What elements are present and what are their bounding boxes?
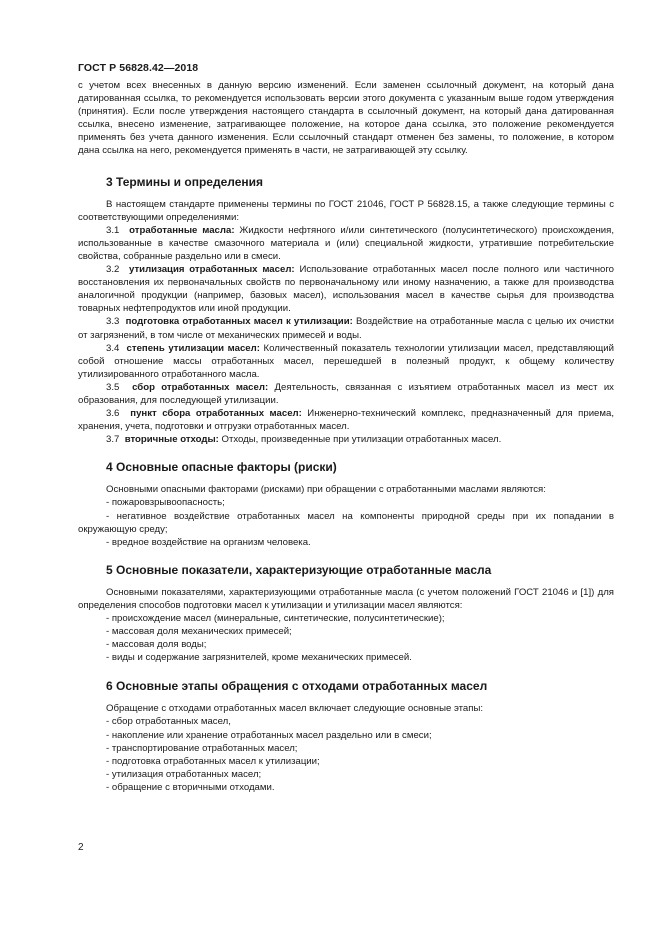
section-6-intro: Обращение с отходами отработанных масел включает следующие основные этапы: [106,703,484,715]
document-header: ГОСТ Р 56828.42—2018 [78,62,199,74]
definition-term: вторичные отходы: [124,434,219,446]
section-3-title: 3 Термины и определения [106,174,264,189]
definition-item [78,381,614,407]
definition-item [78,342,614,381]
list-item: - негативное воздействие отработанных масел на компоненты природной среды при их попадании в окружающую среду; [78,510,614,535]
list-item: - происхождение масел (минеральные, синтетические, полусинтетические); [106,613,445,624]
definition-text: Инженерно-технический комплекс, предназначенный для приема, хранения, учета, подготовки и отгрузки отработанных масел. [78,408,614,433]
definition-number: 3.1 [106,224,120,236]
definition-item [78,407,614,433]
page-number: 2 [78,842,84,853]
section-4-title: 4 Основные опасные факторы (риски) [106,460,337,475]
list-item: - виды и содержание загрязнителей, кроме механических примесей. [106,652,412,664]
section-6-title: 6 Основные этапы обращения с отходами отработанных масел [106,679,488,694]
definition-number: 3.7 [106,434,120,446]
list-item: - вредное воздействие на организм человека. [106,536,311,548]
definition-number: 3.5 [106,381,120,393]
definition-number: 3.3 [106,316,120,328]
definition-term: степень утилизации масел: [126,342,260,354]
section-4-intro: Основными опасными факторами (рисками) при обращении с отработанными маслами являются: [106,484,546,496]
list-item: - подготовка отработанных масел к утилизации; [106,755,320,767]
definition-term: сбор отработанных масел: [132,381,269,393]
list-item: - транспортирование отработанных масел; [106,742,298,754]
definition-term: отработанные масла: [129,224,235,236]
list-item: - массовая доля механических примесей; [106,626,292,638]
definition-term: утилизация отработанных масел: [129,264,295,276]
definition-number: 3.6 [106,408,120,420]
page-content [78,78,614,794]
definition-text: Использование отработанных масел после полного или частичного восстановления их первоначальных свойств по первоначальному или иному назначению, а также для производства аналогичной продукции (например, базовых масел), использования масел в качестве сырья для производства товарных нефтепродуктов или иной продукции. [78,264,614,315]
section-3-intro: В настоящем стандарте применены термины по ГОСТ 21046, ГОСТ Р 56828.15, а также следующие термины с соответствующими определениями: [78,198,614,223]
list-item: - массовая доля воды; [106,639,207,651]
definition-text: Жидкости нефтяного и/или синтетического (полусинтетического) происхождения, использованные в качестве смазочного материала и (или) специальной жидкости, утратившие потребительские свойства, собранные раздельно или в смеси. [78,224,614,262]
definition-item [78,315,614,341]
definition-item [78,224,614,263]
list-item: - сбор отработанных масел, [106,716,231,728]
definition-text: Отходы, произведенные при утилизации отработанных масел. [218,434,502,446]
definition-text: Количественный показатель технологии утилизации масел, представляющий собой отношение массы отработанных масел, перешедшей в полезный продукт, к общему количеству утилизированного отработанного масла. [78,342,614,380]
definition-item [78,433,614,446]
definition-number: 3.2 [106,264,120,276]
section-5-intro: Основными показателями, характеризующими отработанные масла (с учетом положений ГОСТ 21046 и [1]) для определения способов подготовки масел к утилизации и утилизации масел являются: [78,586,614,611]
definition-term: пункт сбора отработанных масел: [130,408,302,420]
list-item: - пожаровзрывоопасность; [106,497,225,509]
section-5-title: 5 Основные показатели, характеризующие отработанные масла [106,562,492,577]
list-item: - утилизация отработанных масел; [106,768,262,780]
intro-paragraph: с учетом всех внесенных в данную версию изменений. Если заменен ссылочный документ, на который дана датированная ссылка, то рекомендуется использовать версии этого документа с указанным выше годом утверждения (принятия). Если после утверждения настоящего стандарта в ссылочный документ, на который дана датированная ссылка, внесено изменение, затрагивающее положение, на которое дана ссылка, это положение рекомендуется применять без учета данного изменения. Если ссылочный стандарт отменен без замены, то положение, в котором дана ссылка на него, рекомендуется применять в части, не затрагивающей эту ссылку. [78,80,614,157]
definition-term: подготовка отработанных масел к утилизации: [125,316,353,328]
definition-number: 3.4 [106,342,120,354]
definition-item [78,263,614,315]
list-item: - обращение с вторичными отходами. [106,781,275,793]
definition-text: Деятельность, связанная с изъятием отработанных масел из мест их образования, для последующей утилизации. [78,381,614,406]
definition-text: Воздействие на отработанные масла с целью их очистки от загрязнений, в том числе от механических примесей и воды. [78,316,614,341]
list-item: - накопление или хранение отработанных масел раздельно или в смеси; [106,729,432,741]
